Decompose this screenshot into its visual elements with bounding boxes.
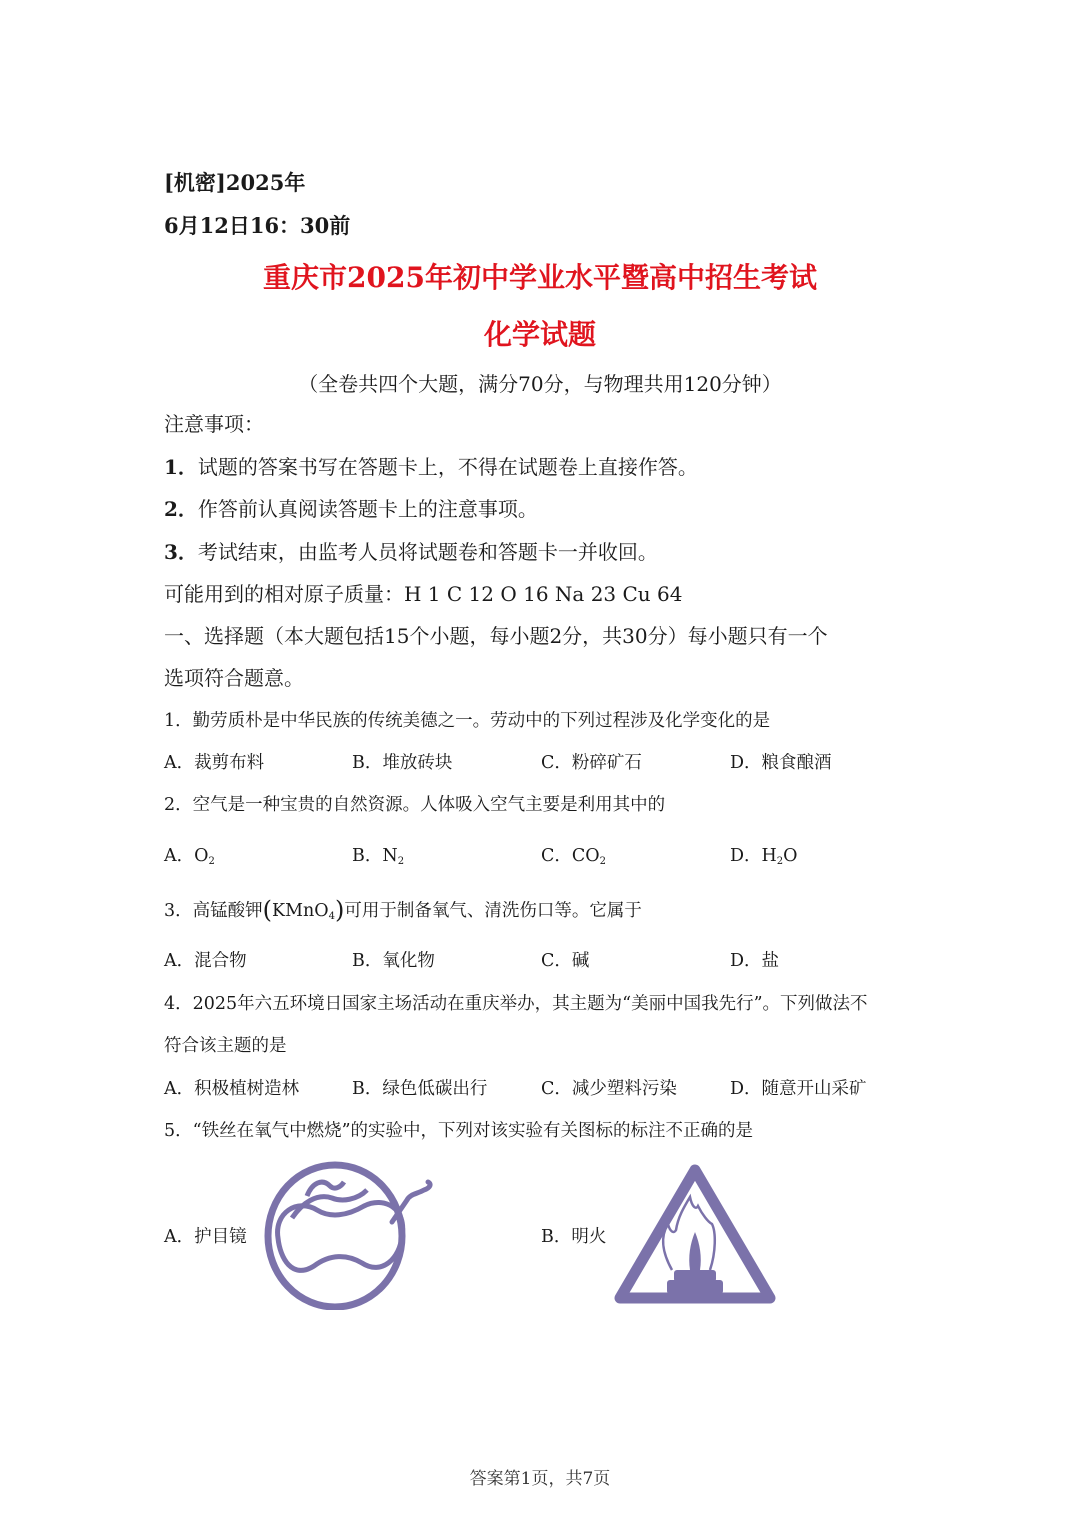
exam-subtitle: （全卷共四个大题，满分70分，与物理共用120分钟） [298, 372, 782, 396]
question-3-option-a[interactable]: A．混合物 [164, 951, 247, 971]
option-prefix: C． [541, 846, 572, 866]
question-2-stem: 2．空气是一种宝贵的自然资源。人体吸入空气主要是利用其中的 [164, 795, 666, 815]
left-paren: ( [262, 896, 273, 924]
question-5-stem: 5．“铁丝在氧气中燃烧”的实验中，下列对该实验有关图标的标注不正确的是 [164, 1121, 754, 1141]
formula-subscript: 2 [599, 856, 607, 867]
note-number: 3． [164, 540, 198, 564]
option-prefix: A． [164, 846, 195, 866]
question-4-stem: 4．2025年六五环境日国家主场活动在重庆举办，其主题为“美丽中国我先行”。下列做法不 [164, 994, 868, 1014]
note-item [164, 451, 698, 480]
formula-subscript: 4 [328, 911, 336, 922]
question-2-option-c[interactable] [541, 842, 606, 867]
goggles-icon [262, 1158, 440, 1310]
stem-text: 可用于制备氧气、清洗伤口等。它属于 [344, 901, 642, 921]
option-prefix: D． [730, 846, 762, 866]
question-1-option-c[interactable]: C．粉碎矿石 [541, 753, 642, 773]
section-heading-cont: 选项符合题意。 [164, 666, 304, 690]
note-text: 试题的答案书写在答题卡上，不得在试题卷上直接作答。 [197, 455, 698, 479]
formula: CO [571, 846, 600, 866]
formula-subscript: 2 [776, 856, 784, 867]
atomic-mass-line: 可能用到的相对原子质量：H 1 C 12 O 16 Na 23 Cu 64 [164, 582, 683, 606]
note-item [164, 493, 538, 522]
question-3-option-d[interactable]: D．盐 [730, 951, 780, 971]
formula: O [194, 846, 209, 866]
question-4-option-a[interactable]: A．积极植树造林 [164, 1079, 300, 1099]
note-number: 1． [164, 455, 198, 479]
question-1-option-a[interactable]: A．裁剪布料 [164, 753, 265, 773]
question-3-stem [164, 896, 642, 924]
note-text: 考试结束，由监考人员将试题卷和答题卡一并收回。 [197, 540, 658, 564]
question-2-option-d[interactable] [730, 842, 798, 867]
open-flame-icon [612, 1162, 778, 1306]
question-4-option-c[interactable]: C．减少塑料污染 [541, 1079, 677, 1099]
formula: N [382, 846, 398, 866]
exam-title: 重庆市2025年初中学业水平暨高中招生考试 [263, 261, 817, 294]
question-2-option-b[interactable] [352, 842, 404, 867]
right-paren: ) [335, 896, 345, 924]
question-3-option-c[interactable]: C．碱 [541, 951, 590, 971]
formula-subscript: 2 [397, 856, 405, 867]
note-number: 2． [164, 497, 198, 521]
note-item [164, 536, 658, 565]
page-footer: 答案第1页，共7页 [469, 1469, 611, 1489]
question-4-option-d[interactable]: D．随意开山采矿 [730, 1079, 867, 1099]
question-5-option-a[interactable]: A．护目镜 [164, 1227, 247, 1247]
release-time-label: 6月12日16：30前 [164, 213, 351, 238]
question-1-stem: 1．勤劳质朴是中华民族的传统美德之一。劳动中的下列过程涉及化学变化的是 [164, 711, 771, 731]
question-5-option-b[interactable]: B．明火 [541, 1227, 607, 1247]
notes-heading: 注意事项： [164, 412, 264, 436]
question-1-option-d[interactable]: D．粮食酿酒 [730, 753, 832, 773]
formula: H [761, 846, 777, 866]
subject-title: 化学试题 [483, 318, 596, 351]
formula-tail: O [783, 846, 798, 866]
section-heading: 一、选择题（本大题包括15个小题，每小题2分，共30分）每小题只有一个 [164, 624, 828, 648]
question-2-option-a[interactable] [164, 842, 215, 867]
question-4-stem-cont: 符合该主题的是 [164, 1036, 287, 1056]
option-prefix: B． [352, 846, 383, 866]
formula: KMnO [272, 901, 329, 921]
question-3-option-b[interactable]: B．氧化物 [352, 951, 435, 971]
question-1-option-b[interactable]: B．堆放砖块 [352, 753, 453, 773]
formula-subscript: 2 [208, 856, 215, 867]
question-4-option-b[interactable]: B．绿色低碳出行 [352, 1079, 488, 1099]
stem-text: 3．高锰酸钾 [164, 901, 263, 921]
note-text: 作答前认真阅读答题卡上的注意事项。 [197, 497, 538, 521]
confidential-label: [机密]2025年 [164, 170, 306, 195]
